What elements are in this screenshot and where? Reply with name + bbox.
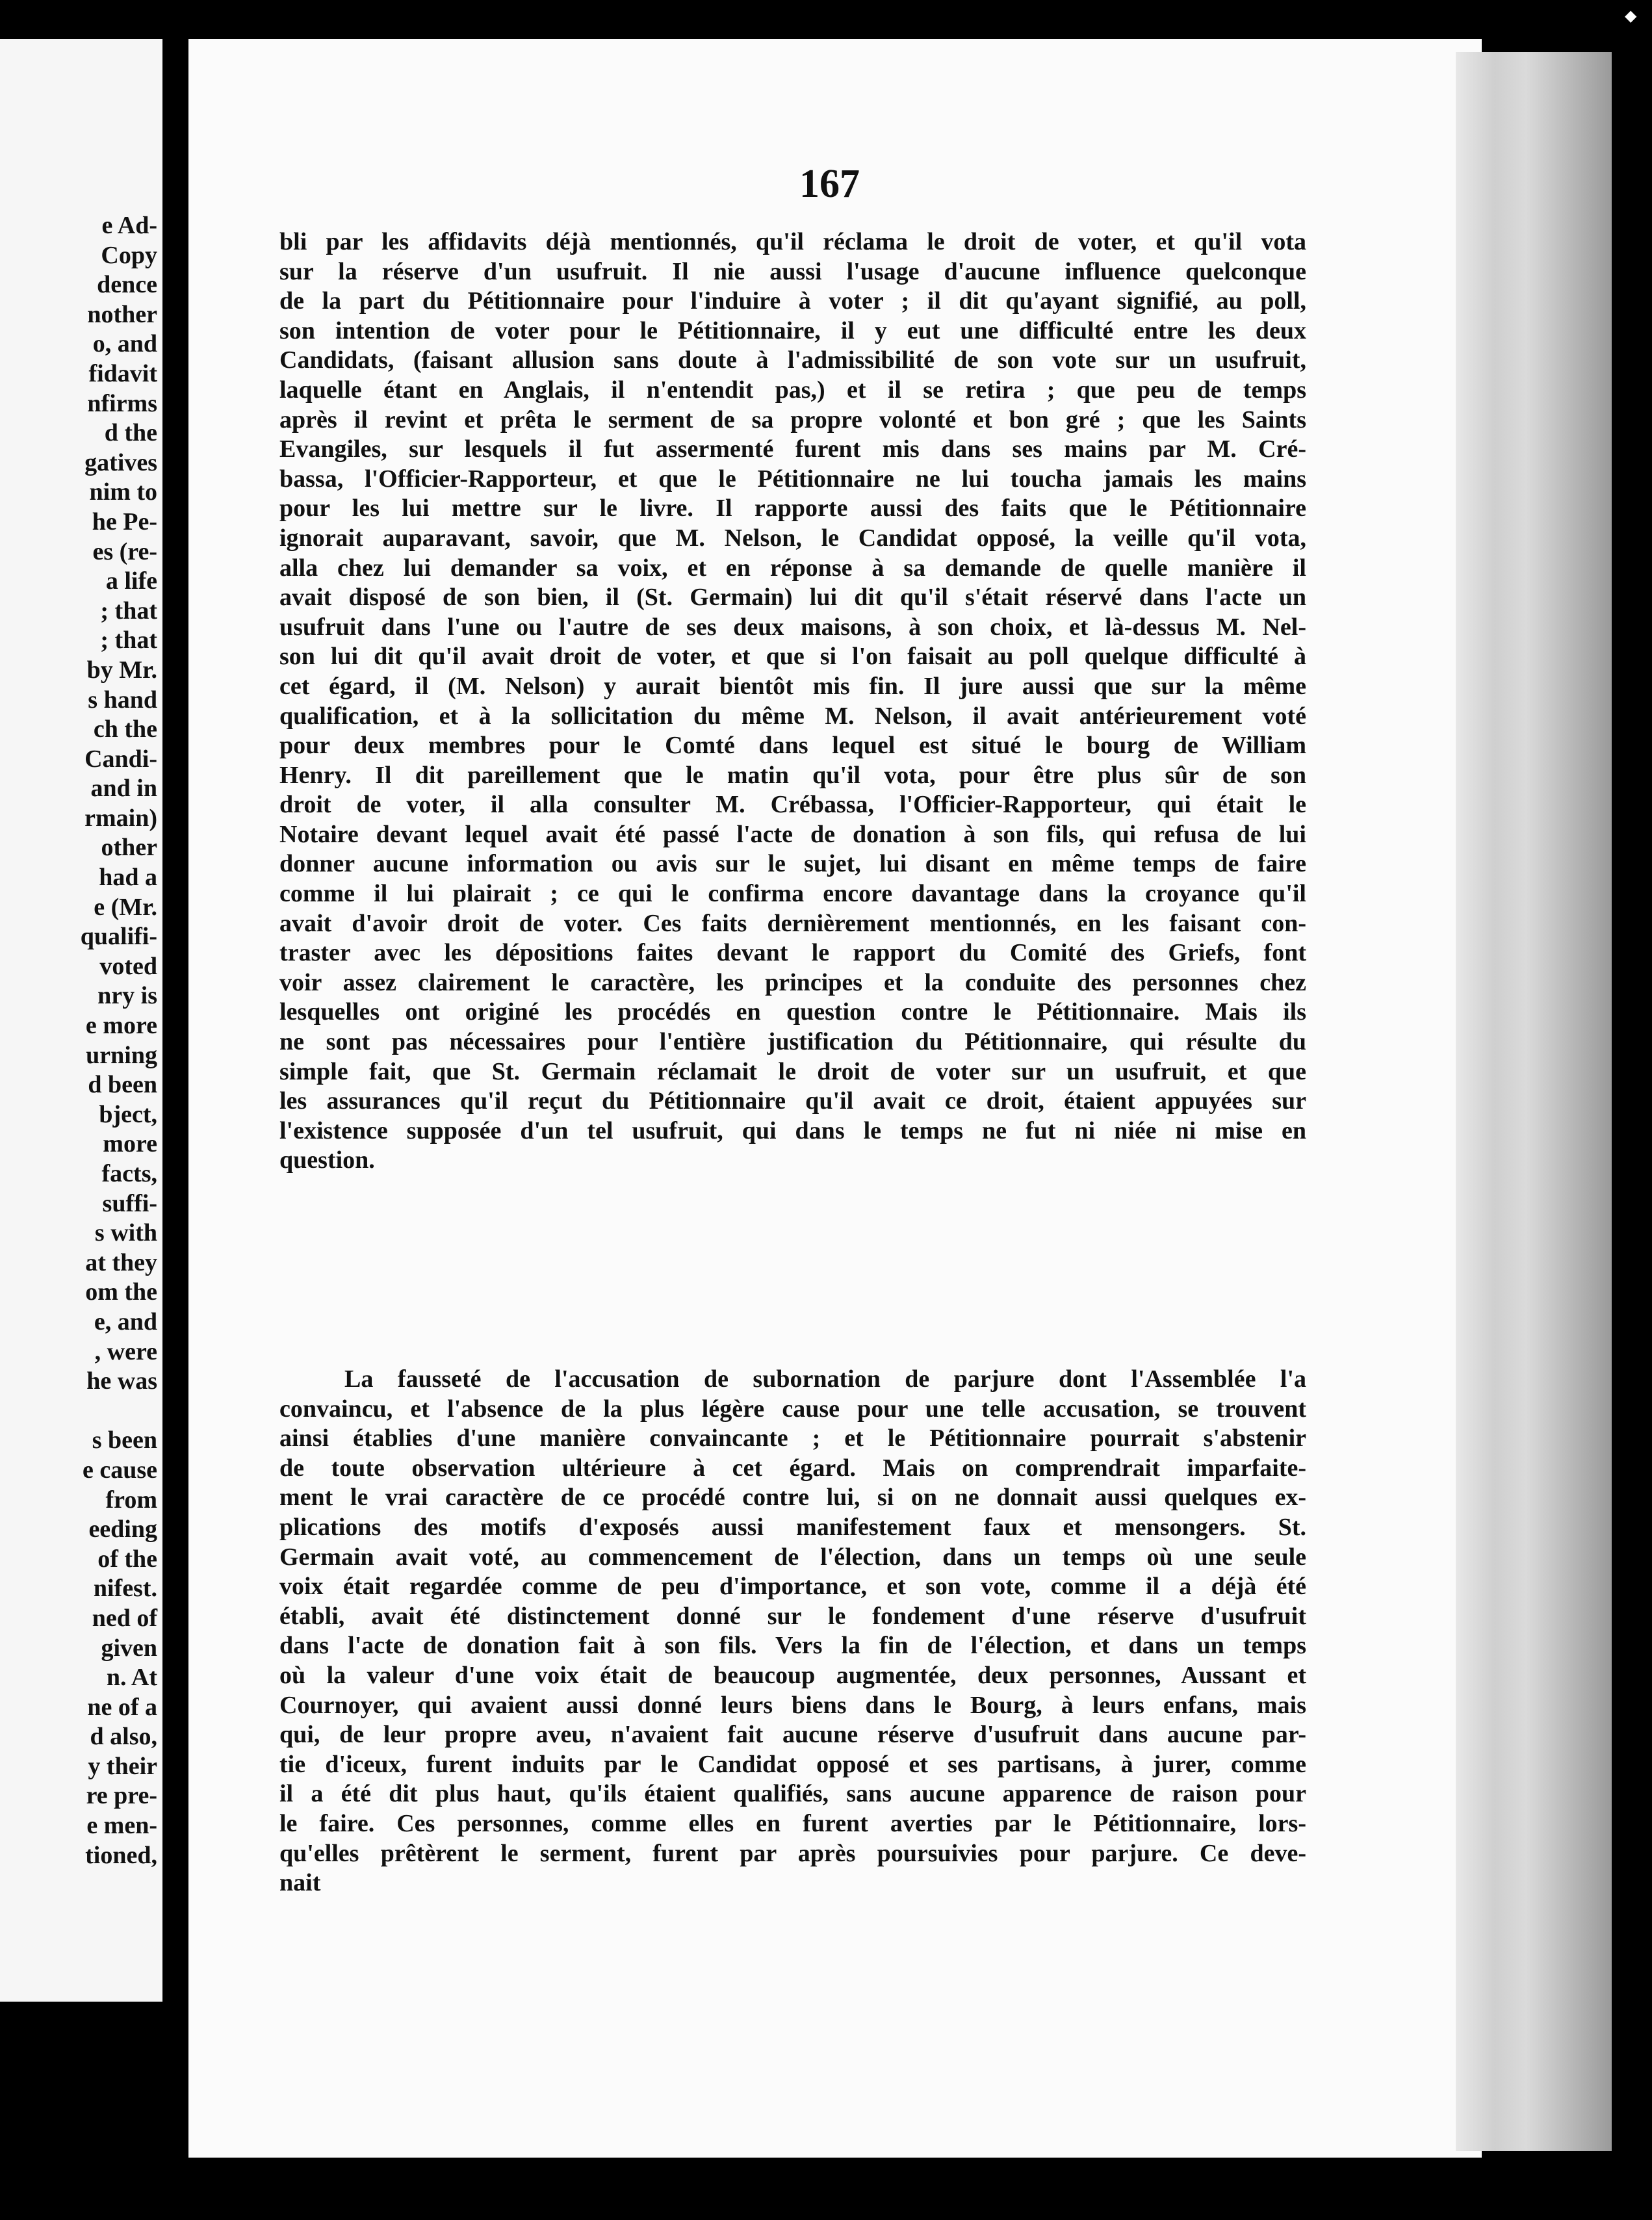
text-line: l'existence supposée d'un tel usufruit, qui dans le temps ne fut ni niée ni mise en bbox=[279, 1116, 1306, 1144]
text-line: comme il lui plairait ; ce qui le confirma encore davantage dans la croyance qu'il bbox=[279, 880, 1306, 908]
left-page-line: other bbox=[101, 834, 157, 862]
left-page-line: Candi- bbox=[84, 745, 157, 773]
text-line: sur la réserve d'un usufruit. Il nie aussi l'usage d'aucune influence quelconque bbox=[279, 257, 1306, 285]
scan-corner-mark: ◆ bbox=[1625, 8, 1637, 25]
paragraph-2 bbox=[279, 1365, 1306, 1898]
left-page-line: gatives bbox=[84, 448, 157, 476]
left-page-line: ; that bbox=[100, 597, 157, 625]
text-line: ainsi établies d'une manière convaincante ; et le Pétitionnaire pourrait s'abstenir bbox=[279, 1425, 1306, 1452]
text-line: qu'elles prêtèrent le serment, furent par après poursuivies pour parjure. Ce deve- bbox=[279, 1839, 1306, 1867]
left-page-line: and in bbox=[90, 775, 157, 803]
text-line: bassa, l'Officier-Rapporteur, et que le Pétitionnaire ne lui toucha jamais les mains bbox=[279, 465, 1306, 493]
text-line: ment le vrai caractère de ce procédé contre lui, si on ne donnait aussi quelques ex- bbox=[279, 1484, 1306, 1512]
page-number: 167 bbox=[799, 162, 860, 206]
text-line: plications des motifs d'exposés aussi manifestement faux et mensongers. St. bbox=[279, 1513, 1306, 1541]
text-line: voix était regardée comme de peu d'importance, et son vote, comme il a déjà été bbox=[279, 1573, 1306, 1601]
left-page-line: bject, bbox=[99, 1100, 157, 1128]
left-page-line: eeding bbox=[88, 1516, 157, 1543]
left-page-line: s been bbox=[92, 1426, 157, 1454]
left-page-line: n. At bbox=[106, 1664, 157, 1692]
text-line: avait disposé de son bien, il (St. Germain) lui dit qu'il s'était réservé dans l'acte un bbox=[279, 584, 1306, 612]
left-page-line: ned of bbox=[92, 1604, 157, 1632]
left-page-line: s hand bbox=[88, 686, 157, 714]
text-line: les assurances qu'il reçut du Pétitionnaire qu'il avait ce droit, étaient appuyées sur bbox=[279, 1087, 1306, 1115]
text-line: Cournoyer, qui avaient aussi donné leurs biens dans le Bourg, à leurs enfans, mais bbox=[279, 1691, 1306, 1719]
text-line: son lui dit qu'il avait droit de voter, et que si l'on faisait au poll quelque difficulté à bbox=[279, 643, 1306, 671]
left-page-line: nfirms bbox=[87, 389, 157, 417]
text-line: il a été dit plus haut, qu'ils étaient qualifiés, sans aucune apparence de raison pour bbox=[279, 1780, 1306, 1808]
text-line: de toute observation ultérieure à cet égard. Mais on comprendrait imparfaite- bbox=[279, 1454, 1306, 1482]
left-page-line: e men- bbox=[86, 1812, 157, 1840]
left-page-line: e more bbox=[85, 1012, 157, 1040]
left-page-line: es (re- bbox=[92, 537, 157, 565]
left-page-line: d also, bbox=[90, 1723, 157, 1751]
left-page-line: nim to bbox=[89, 478, 157, 506]
left-page-line: d been bbox=[88, 1071, 157, 1099]
left-page-line: at they bbox=[85, 1248, 157, 1276]
left-page-line: ; that bbox=[100, 626, 157, 654]
text-line: où la valeur d'une voix était de beaucoup augmentée, deux personnes, Aussant et bbox=[279, 1661, 1306, 1689]
left-page-line: voted bbox=[99, 952, 157, 980]
left-page-line: more bbox=[103, 1130, 157, 1158]
left-page-line bbox=[1, 1397, 157, 1426]
left-page-line: suffi- bbox=[102, 1189, 157, 1217]
text-line: Henry. Il dit pareillement que le matin qu'il vota, pour être plus sûr de son bbox=[279, 761, 1306, 789]
text-line: Candidats, (faisant allusion sans doute à l'admissibilité de son vote sur un usufruit, bbox=[279, 346, 1306, 374]
text-line: Evangiles, sur lesquels il fut assermenté furent mis dans ses mains par M. Cré- bbox=[279, 435, 1306, 463]
left-page-line: Copy bbox=[101, 241, 157, 269]
left-page-line: e Ad- bbox=[101, 212, 157, 239]
text-line: après il revint et prêta le serment de sa propre volonté et bon gré ; que les Saints bbox=[279, 406, 1306, 433]
text-line: alla chez lui demander sa voix, et en réponse à sa demande de quelle manière il bbox=[279, 554, 1306, 582]
left-page-line: he was bbox=[86, 1367, 157, 1395]
text-line: pour deux membres pour le Comté dans lequel est situé le bourg de William bbox=[279, 732, 1306, 760]
text-line: tie d'iceux, furent induits par le Candidat opposé et ses partisans, à jurer, comme bbox=[279, 1750, 1306, 1778]
left-page-line: had a bbox=[99, 864, 157, 892]
text-line: simple fait, que St. Germain réclamait le droit de voter sur un usufruit, et que bbox=[279, 1057, 1306, 1085]
text-line: pour les lui mettre sur le livre. Il rapporte aussi des faits que le Pétitionnaire bbox=[279, 495, 1306, 523]
left-page-line: e (Mr. bbox=[94, 893, 157, 921]
left-page-line: e cause bbox=[82, 1456, 157, 1484]
left-page-line: ne of a bbox=[87, 1693, 157, 1721]
left-page-line: d the bbox=[104, 419, 157, 447]
text-line: La fausseté de l'accusation de subornation de parjure dont l'Assemblée l'a bbox=[344, 1365, 1306, 1393]
text-line: nait bbox=[279, 1869, 321, 1897]
text-line: usufruit dans l'une ou l'autre de ses deux maisons, à son choix, et là-dessus M. Nel- bbox=[279, 613, 1306, 641]
left-page-line: fidavit bbox=[88, 359, 157, 387]
left-page-line: facts, bbox=[101, 1160, 157, 1187]
text-line: cet égard, il (M. Nelson) y aurait bientôt mis fin. Il jure aussi que sur la même bbox=[279, 672, 1306, 700]
left-page-line: given bbox=[101, 1634, 157, 1662]
text-line: établi, avait été distinctement donné sur le fondement d'une réserve d'usufruit bbox=[279, 1602, 1306, 1630]
left-page-line: ch the bbox=[93, 716, 157, 743]
text-line: Germain avait voté, au commencement de l'élection, dans un temps où une seule bbox=[279, 1543, 1306, 1571]
left-page-text-column bbox=[1, 211, 157, 1870]
left-facing-page bbox=[0, 39, 162, 2002]
text-line: avait d'avoir droit de voter. Ces faits dernièrement mentionnés, en les faisant con- bbox=[279, 909, 1306, 937]
left-page-line: nother bbox=[87, 300, 157, 328]
text-line: son intention de voter pour le Pétitionnaire, il y eut une difficulté entre les deux bbox=[279, 316, 1306, 344]
text-line: lesquelles ont originé les procédés en question contre le Pétitionnaire. Mais ils bbox=[279, 998, 1306, 1026]
text-line: laquelle étant en Anglais, il n'entendit pas,) et il se retira ; que peu de temps bbox=[279, 376, 1306, 404]
left-page-line: nry is bbox=[97, 982, 157, 1010]
text-line: qui, de leur propre aveu, n'avaient fait aucune réserve d'usufruit dans aucune par- bbox=[279, 1721, 1306, 1749]
text-line: ignorait auparavant, savoir, que M. Nelson, le Candidat opposé, la veille qu'il vota, bbox=[279, 524, 1306, 552]
left-page-line: tioned, bbox=[85, 1841, 157, 1869]
text-line: dans l'acte de donation fait à son fils. Vers la fin de l'élection, et dans un temps bbox=[279, 1632, 1306, 1660]
left-page-line: of the bbox=[97, 1545, 157, 1573]
text-line: Notaire devant lequel avait été passé l'acte de donation à son fils, qui refusa de lui bbox=[279, 820, 1306, 848]
left-page-line: e, and bbox=[94, 1308, 157, 1336]
text-line: traster avec les dépositions faites devant le rapport du Comité des Griefs, font bbox=[279, 939, 1306, 967]
left-page-line: he Pe- bbox=[92, 508, 157, 536]
text-line: bli par les affidavits déjà mentionnés, qu'il réclama le droit de voter, et qu'il vota bbox=[279, 228, 1306, 255]
text-line: donner aucune information ou avis sur le sujet, lui disant en même temps de faire bbox=[279, 850, 1306, 878]
left-page-line: y their bbox=[88, 1752, 157, 1780]
left-page-line: rmain) bbox=[84, 804, 157, 832]
left-page-line: om the bbox=[85, 1278, 157, 1306]
left-page-line: o, and bbox=[92, 330, 157, 358]
left-page-line: re pre- bbox=[86, 1782, 157, 1810]
left-page-line: qualifi- bbox=[80, 923, 157, 951]
left-page-line: a life bbox=[105, 567, 157, 595]
left-page-line: dence bbox=[97, 271, 157, 299]
page-block-edge bbox=[1456, 52, 1612, 2151]
text-line: convaincu, et l'absence de la plus légère cause pour une telle accusation, se trouvent bbox=[279, 1395, 1306, 1423]
text-line: de la part du Pétitionnaire pour l'induire à voter ; il dit qu'ayant signifié, au poll, bbox=[279, 287, 1306, 315]
left-page-line: s with bbox=[94, 1219, 157, 1247]
text-line: droit de voter, il alla consulter M. Crébassa, l'Officier-Rapporteur, qui était le bbox=[279, 791, 1306, 819]
left-page-line: , were bbox=[94, 1337, 157, 1365]
left-page-line: nifest. bbox=[93, 1575, 157, 1603]
text-line: question. bbox=[279, 1146, 375, 1174]
text-line: le faire. Ces personnes, comme elles en furent averties par le Pétitionnaire, lors- bbox=[279, 1809, 1306, 1837]
left-page-line: urning bbox=[86, 1041, 157, 1069]
text-line: voir assez clairement le caractère, les principes et la conduite des personnes chez bbox=[279, 968, 1306, 996]
left-page-line: by Mr. bbox=[86, 656, 157, 684]
text-line: qualification, et à la sollicitation du même M. Nelson, il avait antérieurement voté bbox=[279, 702, 1306, 730]
left-page-line: from bbox=[105, 1486, 157, 1514]
paragraph-1 bbox=[279, 227, 1306, 1176]
text-line: ne sont pas nécessaires pour l'entière justification du Pétitionnaire, qui résulte du bbox=[279, 1028, 1306, 1056]
